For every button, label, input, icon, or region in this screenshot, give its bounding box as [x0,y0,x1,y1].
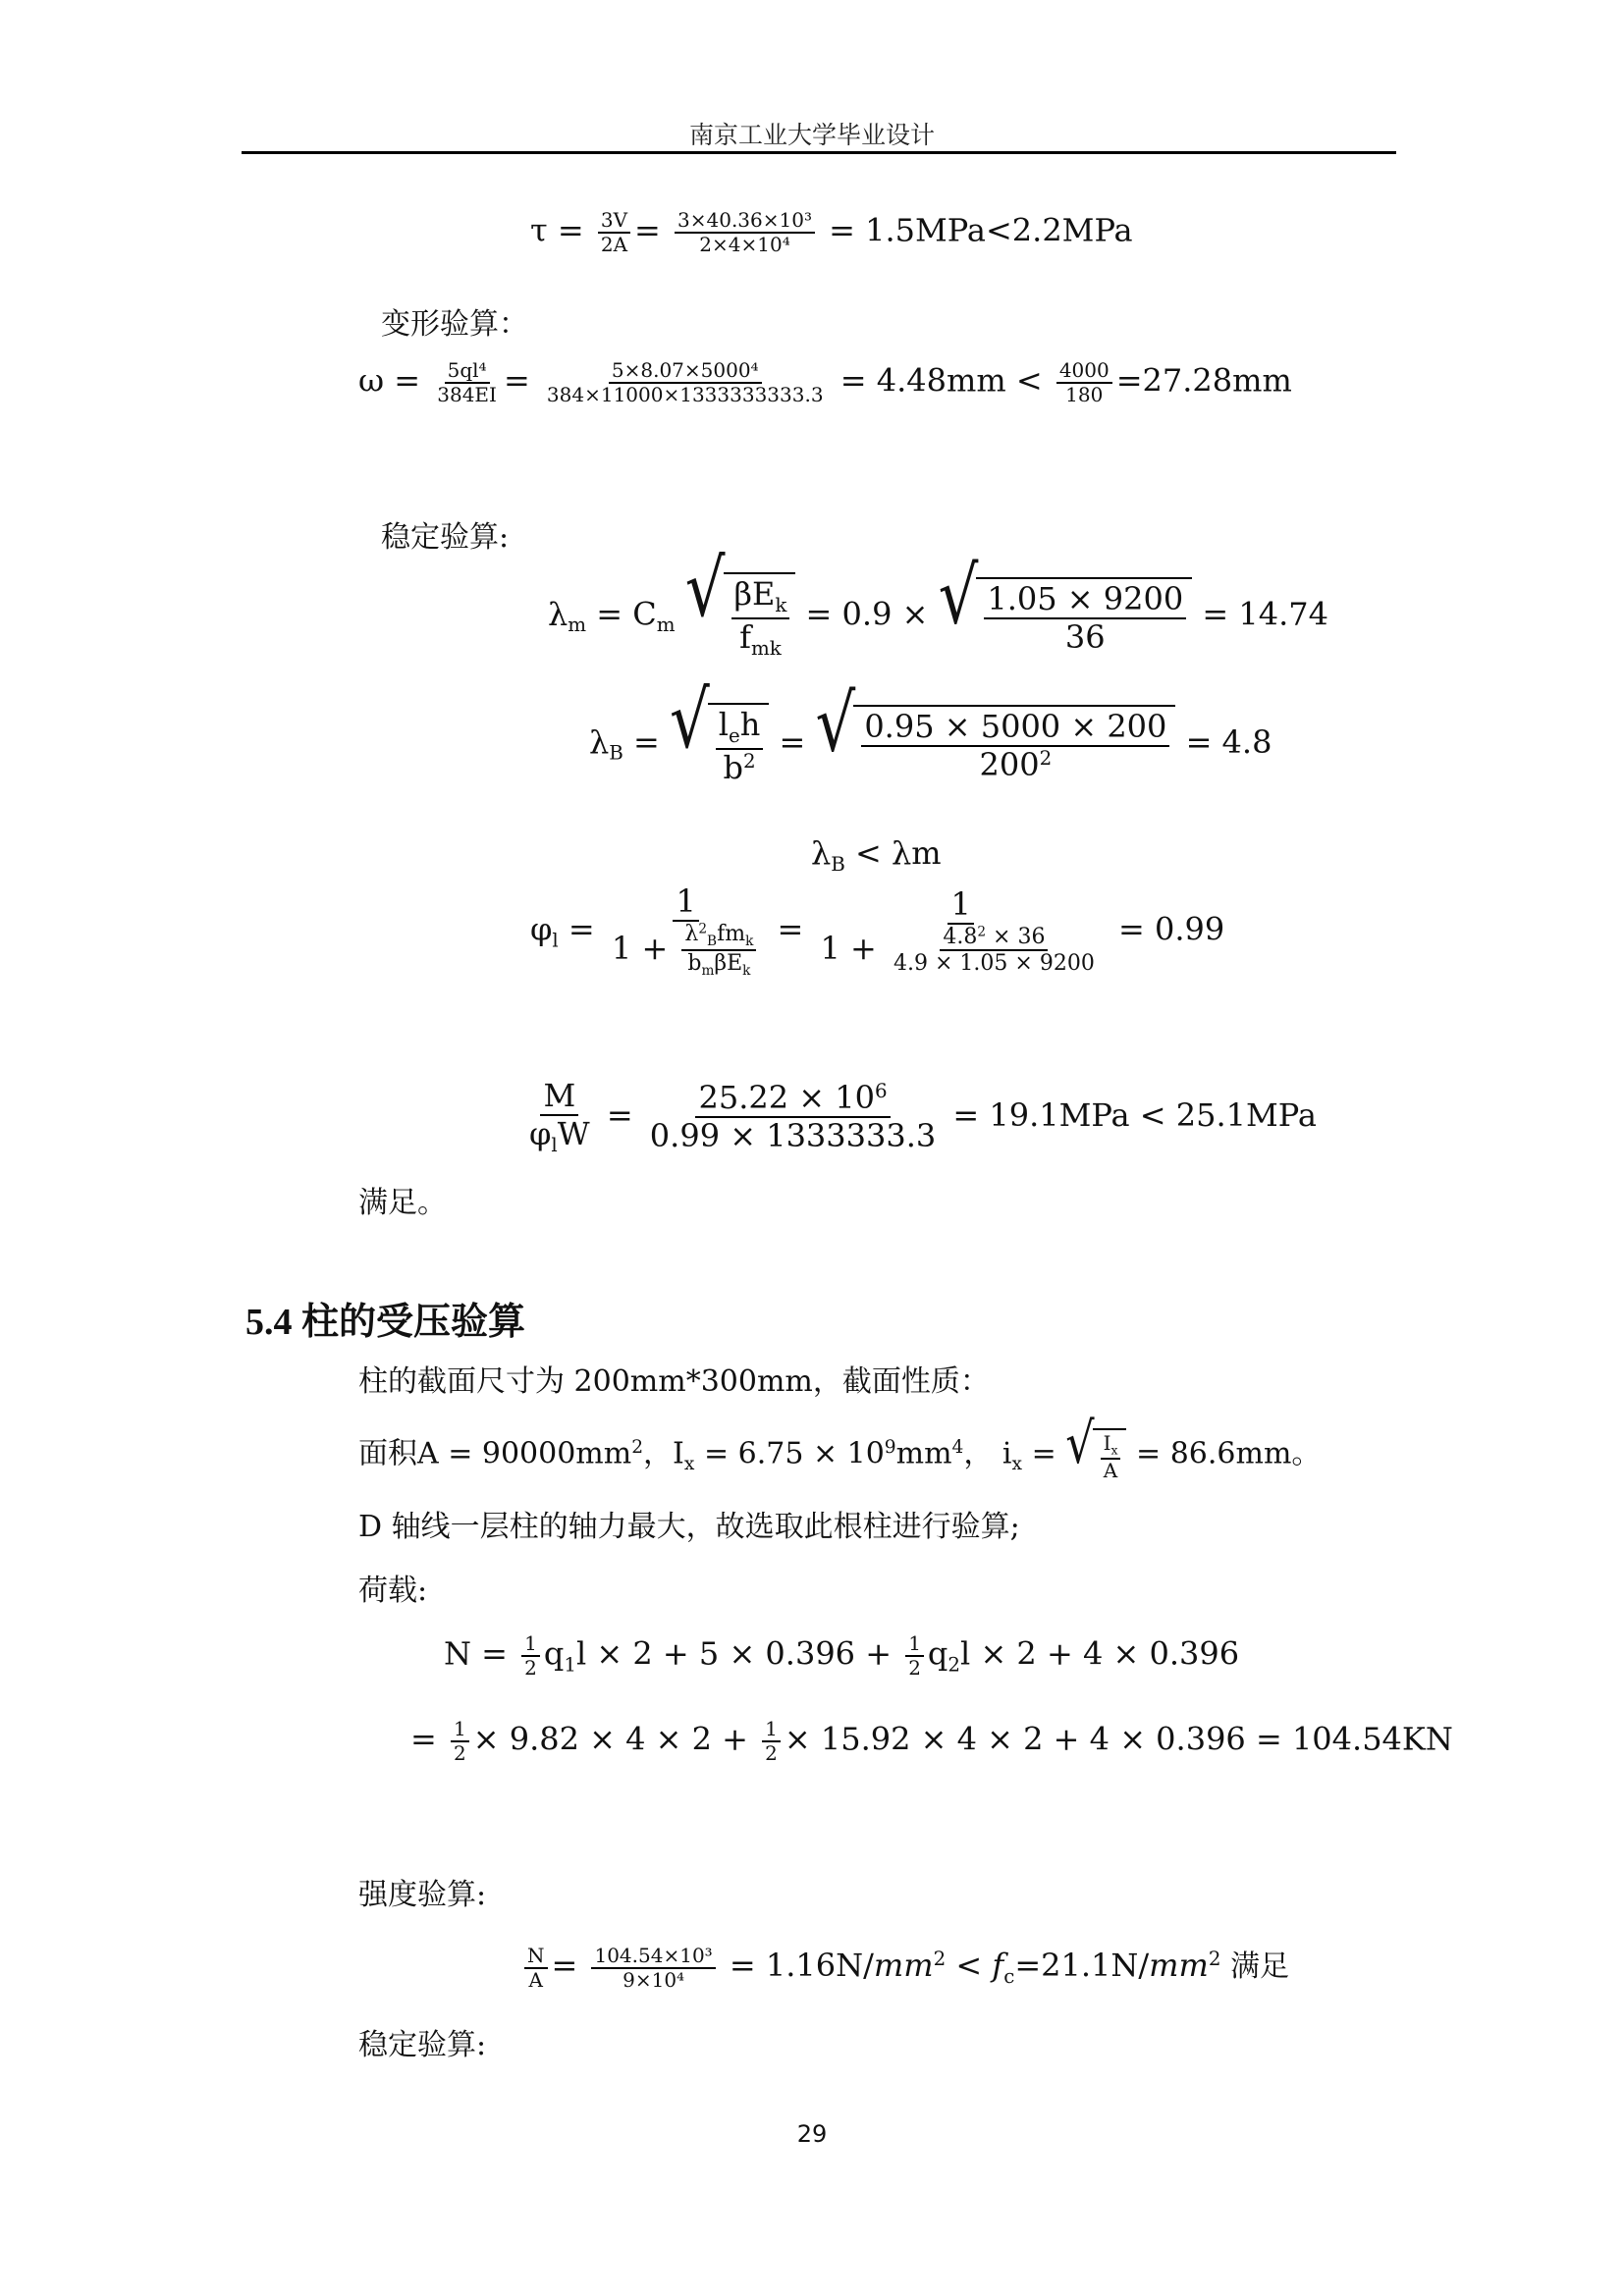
deform-label: 变形验算： [381,307,528,342]
page-number: 29 [796,2120,828,2148]
load-equation-1: N = $\frac{1}{2}$ $q_1l \times 2 + 5 \times 0.396$ + $\frac{1}{2}$ $q_2l \times 2 + 4 \times 0.396$ [444,1631,1240,1680]
sqrt: √ 0.95 × 5000 × 200 $200^2$ [816,705,1176,783]
phi-equation: $\varphi_l$ = 1 1 + $\lambda^2_Bfm_k$ $b_m\beta E_k$ = 1 1 + $\frac{4.8^2 \times 36}{4.9 \times 1.05 \times 9200}$ = 0.99 [530,882,1225,979]
strength-equation: $\frac{N}{A}$ = $\frac{\text{104.54×10³}}{\text{9×10⁴}}$ = $1.16N/mm^2 < f_c=21.1N/mm^2$ 满足 [520,1942,1289,1992]
stability-label: 稳定验算: [381,520,510,555]
sqrt: √ 1.05 × 9200 36 [939,577,1193,656]
section-title: 5.4 柱的受压验算 [245,1302,526,1343]
section-properties: 面积$A = 90000mm^2$，$I_x = 6.75 \times 10^9mm^4$， $i_x$ = √ $I_x$ A = 86.6mm。 [358,1410,1322,1482]
lambda-compare: $\lambda_B < \lambda m$ [811,834,942,876]
sqrt: √ $\beta E_k$ $f_{mk}$ [685,572,796,661]
satisfied-text: 满足。 [358,1186,447,1220]
shear-equation: τ = $\frac{3V}{2A}$ = $\frac{\text{3×40.36×10³}}{\text{2×4×10⁴}}$ = 1.5MPa<2.2MPa [530,208,1133,256]
sqrt: √ $l_eh$ $b^2$ [670,703,769,786]
deform-equation: ω = $\frac{\text{5ql⁴}}{384EI}$ = $\frac{\text{5×8.07×5000⁴}}{384\times 11000\times 1333333333.3}$ = 4.48mm < $\frac{4000}{180}$ =27.28mm [358,358,1292,406]
load-label: 荷载: [358,1574,428,1608]
page-header: 南京工业大学毕业设计 [688,121,935,149]
column-intro: 柱的截面尺寸为 200mm*300mm，截面性质： [358,1364,990,1399]
sqrt: √ $I_x$ A [1065,1428,1126,1482]
stability-label-2: 稳定验算: [358,2028,487,2062]
lambda-m-equation: $\lambda_m = C_m$ √ $\beta E_k$ $f_{mk}$ = 0.9 × √ 1.05 × 9200 36 = 14.74 [548,544,1328,660]
axis-note: D 轴线一层柱的轴力最大，故选取此根柱进行验算; [358,1510,1020,1544]
load-equation-2: = $\frac{1}{2}$ × 9.82 × 4 × 2 + $\frac{1}{2}$ × 15.92 × 4 × 2 + 4 × 0.396 = 104.54KN [410,1717,1453,1765]
header-rule [242,151,1396,154]
strength-label: 强度验算: [358,1878,487,1912]
moment-equation: M $\varphi_lW$ = $\frac{25.22 \times 10^6}{0.99 \times 1333333.3}$ = 19.1MPa < 25.1MPa [529,1077,1317,1156]
lambda-b-equation: $\lambda_B$ = √ $l_eh$ $b^2$ = √ 0.95 × 5000 × 200 $200^2$ = 4.8 [589,675,1272,786]
